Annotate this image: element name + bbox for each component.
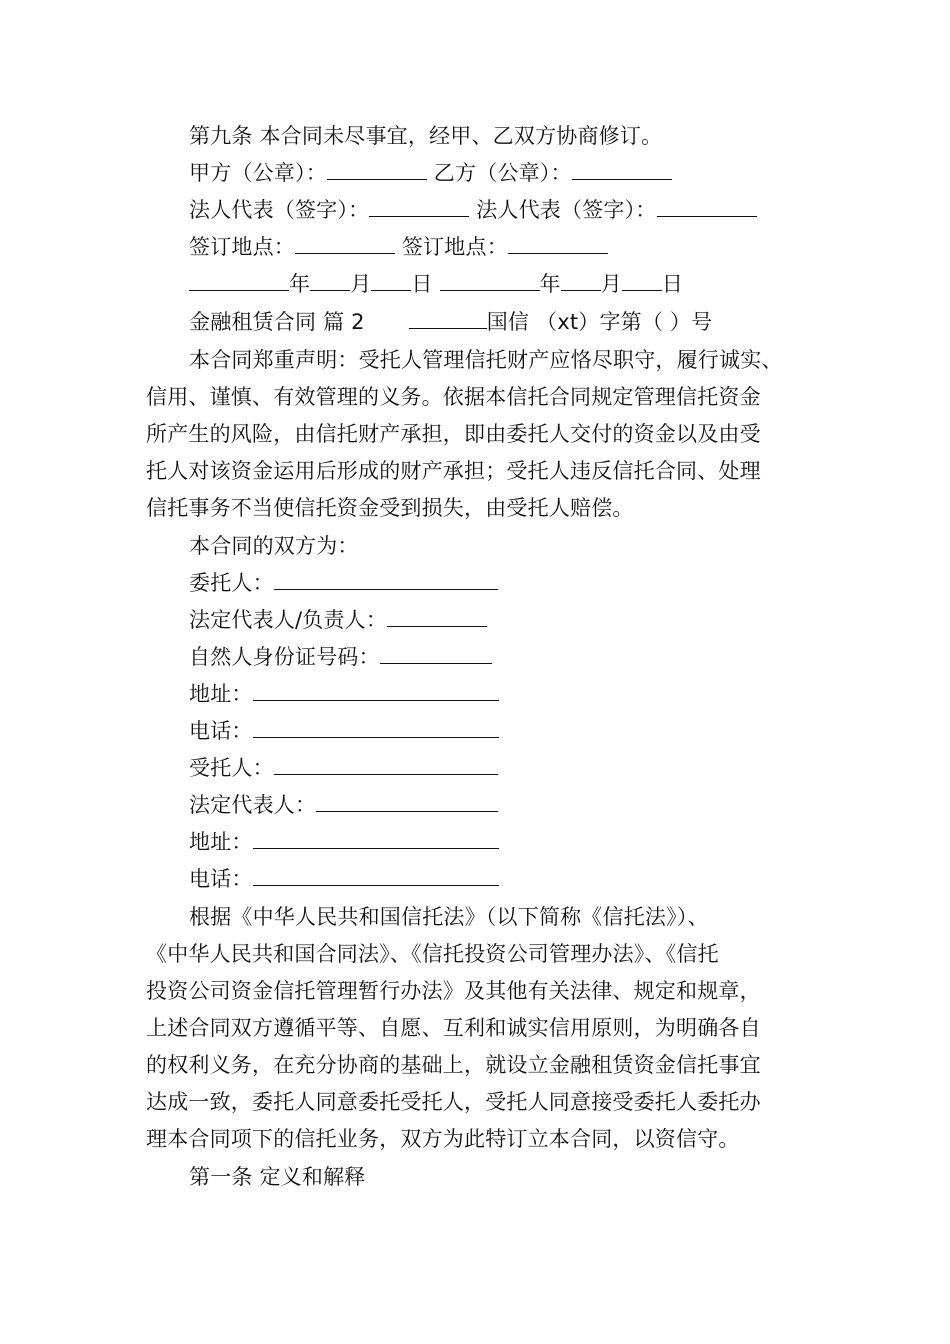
parties-intro: 本合同的双方为： xyxy=(189,534,359,558)
legal-rep-head-blank[interactable] xyxy=(387,606,487,627)
declaration-line-5: 信托事务不当使信托资金受到损失，由受托人赔偿。 xyxy=(146,496,634,520)
address-1-label: 地址： xyxy=(189,682,253,706)
basis-line-7: 理本合同项下的信托业务，双方为此特订立本合同，以资信守。 xyxy=(146,1127,740,1151)
address-2-blank[interactable] xyxy=(253,828,499,849)
party-a-seal-label: 甲方（公章）： xyxy=(189,161,327,185)
place-a-blank[interactable] xyxy=(295,233,395,254)
month-b-blank[interactable] xyxy=(561,270,601,291)
basis-line-4: 上述合同双方遵循平等、自愿、互利和诚实信用原则，为明确各自 xyxy=(146,1016,761,1040)
id-number-blank[interactable] xyxy=(380,643,492,664)
basis-line-6: 达成一致，委托人同意委托受托人，受托人同意接受委托人委托办 xyxy=(146,1090,761,1114)
contract-number-blank[interactable] xyxy=(409,308,487,329)
trustee-blank[interactable] xyxy=(274,754,498,775)
phone-2-field xyxy=(189,865,499,893)
legal-rep-head-field xyxy=(189,606,487,634)
place-b-label: 签订地点： xyxy=(401,235,508,259)
party-b-seal-blank[interactable] xyxy=(572,159,672,180)
year-b-blank[interactable] xyxy=(440,270,540,291)
basis-line-5: 的权利义务，在充分协商的基础上，就设立金融租赁资金信托事宜 xyxy=(146,1053,761,1077)
trustor-blank[interactable] xyxy=(274,569,498,590)
rep-b-blank[interactable] xyxy=(657,196,757,217)
legal-rep-field xyxy=(189,791,498,819)
day-b-blank[interactable] xyxy=(622,270,662,291)
legal-rep-label: 法定代表人： xyxy=(189,793,317,817)
phone-1-blank[interactable] xyxy=(253,717,499,738)
phone-1-label: 电话： xyxy=(189,719,253,743)
phone-2-label: 电话： xyxy=(189,867,253,891)
address-1-blank[interactable] xyxy=(253,680,499,701)
article-9: 第九条 本合同未尽事宜，经甲、乙双方协商修订。 xyxy=(189,124,663,148)
party-a-seal-blank[interactable] xyxy=(327,159,427,180)
trustee-label: 受托人： xyxy=(189,756,274,780)
legal-rep-blank[interactable] xyxy=(316,791,498,812)
day-label: 日 xyxy=(661,272,684,296)
trustor-field xyxy=(189,569,498,597)
rep-a-blank[interactable] xyxy=(369,196,469,217)
contract-2-title: 金融租赁合同 篇 2 xyxy=(189,310,365,334)
basis-line-3: 投资公司资金信托管理暂行办法》及其他有关法律、规定和规章， xyxy=(146,979,761,1003)
contract-number-text: 国信 （xt）字第（ ）号 xyxy=(486,310,713,334)
legal-rep-head-label: 法定代表人/负责人： xyxy=(189,608,388,632)
month-label: 月 xyxy=(600,272,622,296)
signing-place-line xyxy=(189,233,608,261)
phone-1-field xyxy=(189,717,499,745)
declaration-line-2: 信用、谨慎、有效管理的义务。依据本信托合同规定管理信托资金 xyxy=(146,385,761,409)
rep-a-label: 法人代表（签字）： xyxy=(189,198,370,222)
seal-line xyxy=(189,159,672,187)
id-number-field xyxy=(189,643,492,671)
address-2-field xyxy=(189,828,499,856)
article-1-heading: 第一条 定义和解释 xyxy=(189,1165,366,1189)
declaration-line-3: 所产生的风险，由信托财产承担，即由委托人交付的资金以及由受 xyxy=(146,422,761,446)
id-number-label: 自然人身份证号码： xyxy=(189,645,380,669)
contract-2-heading xyxy=(189,308,712,336)
party-b-seal-label: 乙方（公章）： xyxy=(433,161,572,185)
declaration-line-1: 本合同郑重声明：受托人管理信托财产应恪尽职守，履行诚实、 xyxy=(189,348,783,372)
rep-b-label: 法人代表（签字）： xyxy=(476,198,657,222)
month-a-blank[interactable] xyxy=(310,270,350,291)
day-label: 日 xyxy=(411,272,433,296)
trustee-field xyxy=(189,754,498,782)
legal-rep-line xyxy=(189,196,757,224)
trustor-label: 委托人： xyxy=(189,571,274,595)
phone-2-blank[interactable] xyxy=(253,865,499,886)
year-label: 年 xyxy=(539,272,561,296)
declaration-line-4: 托人对该资金运用后形成的财产承担；受托人违反信托合同、处理 xyxy=(146,459,761,483)
address-2-label: 地址： xyxy=(189,830,253,854)
year-a-blank[interactable] xyxy=(189,270,289,291)
month-label: 月 xyxy=(350,272,372,296)
day-a-blank[interactable] xyxy=(371,270,411,291)
year-label: 年 xyxy=(289,272,311,296)
place-a-label: 签订地点： xyxy=(189,235,295,259)
basis-line-2: 《中华人民共和国合同法》、《信托投资公司管理办法》、《信托 xyxy=(146,942,719,966)
basis-line-1: 根据《中华人民共和国信托法》（以下简称《信托法》）、 xyxy=(189,905,709,929)
place-b-blank[interactable] xyxy=(508,233,608,254)
date-line xyxy=(189,270,683,298)
address-1-field xyxy=(189,680,499,708)
